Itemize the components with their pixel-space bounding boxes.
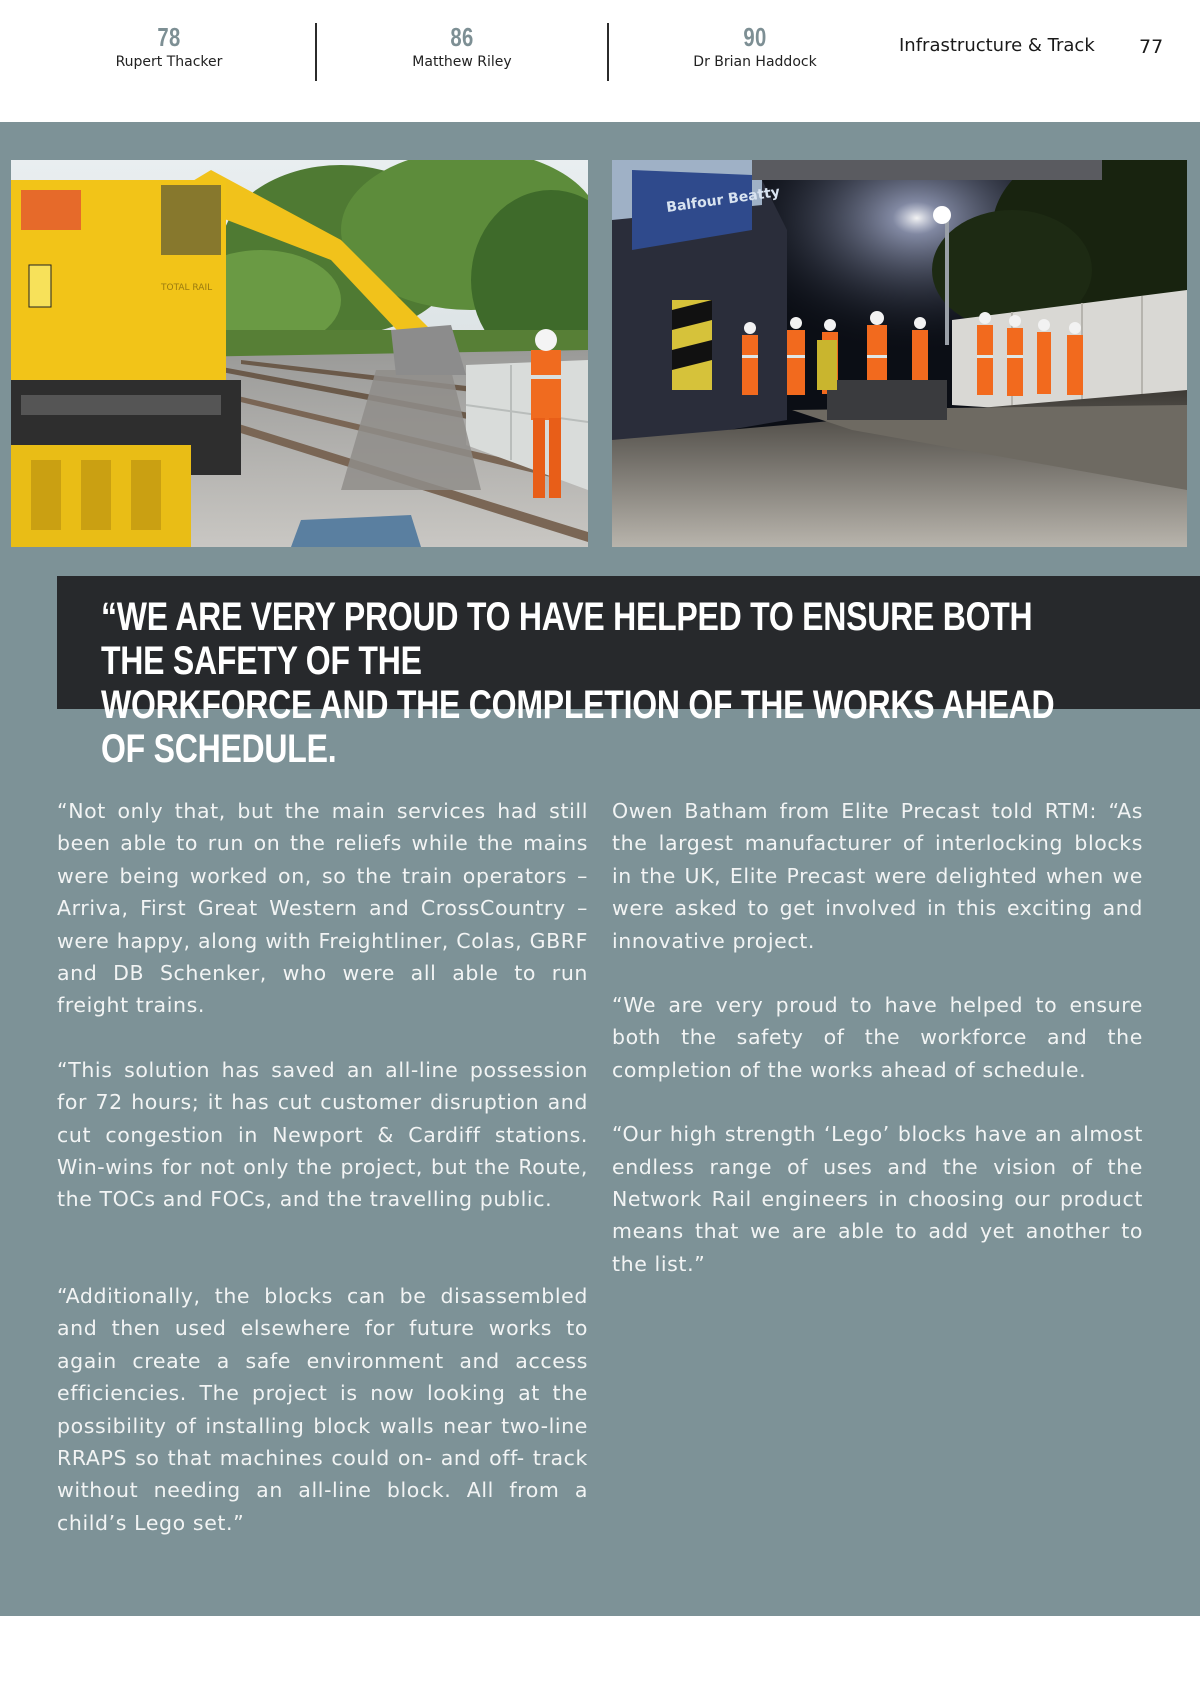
toc-author-name: Rupert Thacker xyxy=(115,54,223,70)
body-paragraph: “Not only that, but the main services had still been able to run on the reliefs while the mains were being worked on, so the train operators – Arriva, First Great Western and CrossCountry – were happy, along with Freightliner, Colas, GBRF and DB Schenker, who were all able to run freight trains. xyxy=(57,799,588,1018)
toc-author-name: Matthew Riley xyxy=(412,54,512,70)
body-column-left xyxy=(57,795,588,1539)
body-paragraph: Owen Batham from Elite Precast told RTM: “As the largest manufacturer of interlocking blocks in the UK, Elite Precast were delighted when we were asked to get involved in this exciting and innovative project. xyxy=(612,799,1143,953)
photo-night-works xyxy=(612,160,1187,547)
body-paragraph: “Additionally, the blocks can be disassembled and then used elsewhere for future works to again create a safe environment and access efficiencies. The project is now looking at the possibility of installing block walls near two-line RRAPS so that machines could on- and off- track without needing an all-line block. All from a child’s Lego set.” xyxy=(57,1283,588,1535)
pull-quote-text xyxy=(101,595,1093,771)
page-number: 77 xyxy=(1139,36,1164,58)
pull-quote-line: “WE ARE VERY PROUD TO HAVE HELPED TO ENSURE BOTH THE SAFETY OF THE xyxy=(101,595,1033,683)
toc-page-number: 78 xyxy=(157,22,181,52)
body-paragraph: “We are very proud to have helped to ensure both the safety of the workforce and the completion of the works ahead of schedule. xyxy=(612,993,1143,1082)
toc-entry-matthew-riley[interactable] xyxy=(317,22,607,71)
pull-quote-line: WORKFORCE AND THE COMPLETION OF THE WORKS AHEAD OF SCHEDULE. xyxy=(101,683,1055,771)
excavator-photo-illustration xyxy=(11,160,588,547)
toc-entry-brian-haddock[interactable] xyxy=(610,22,900,71)
body-paragraph: “This solution has saved an all-line possession for 72 hours; it has cut customer disruption and cut congestion in Newport & Cardiff stations. Win-wins for not only the project, but the Route, the TOCs and FOCs, and the travelling public. xyxy=(57,1057,588,1212)
body-column-right xyxy=(612,795,1143,1280)
excavator-decal-text: TOTAL RAIL xyxy=(161,283,213,293)
toc-divider xyxy=(607,23,609,81)
train-livery-text: Balfour Beatty xyxy=(665,184,781,216)
night-works-photo-illustration xyxy=(612,160,1187,547)
photo-excavator-on-track xyxy=(11,160,588,547)
toc-entry-rupert-thacker[interactable] xyxy=(24,22,314,71)
page-header xyxy=(0,0,1200,122)
toc-page-number: 90 xyxy=(743,22,767,52)
toc-author-name: Dr Brian Haddock xyxy=(693,54,817,70)
toc-page-number: 86 xyxy=(450,22,474,52)
section-title: Infrastructure & Track xyxy=(899,35,1095,56)
pull-quote-box xyxy=(57,576,1200,771)
body-paragraph: “Our high strength ‘Lego’ blocks have an almost endless range of uses and the vision of the Network Rail engineers in choosing our product means that we are able to add yet another to the list.” xyxy=(612,1122,1143,1276)
